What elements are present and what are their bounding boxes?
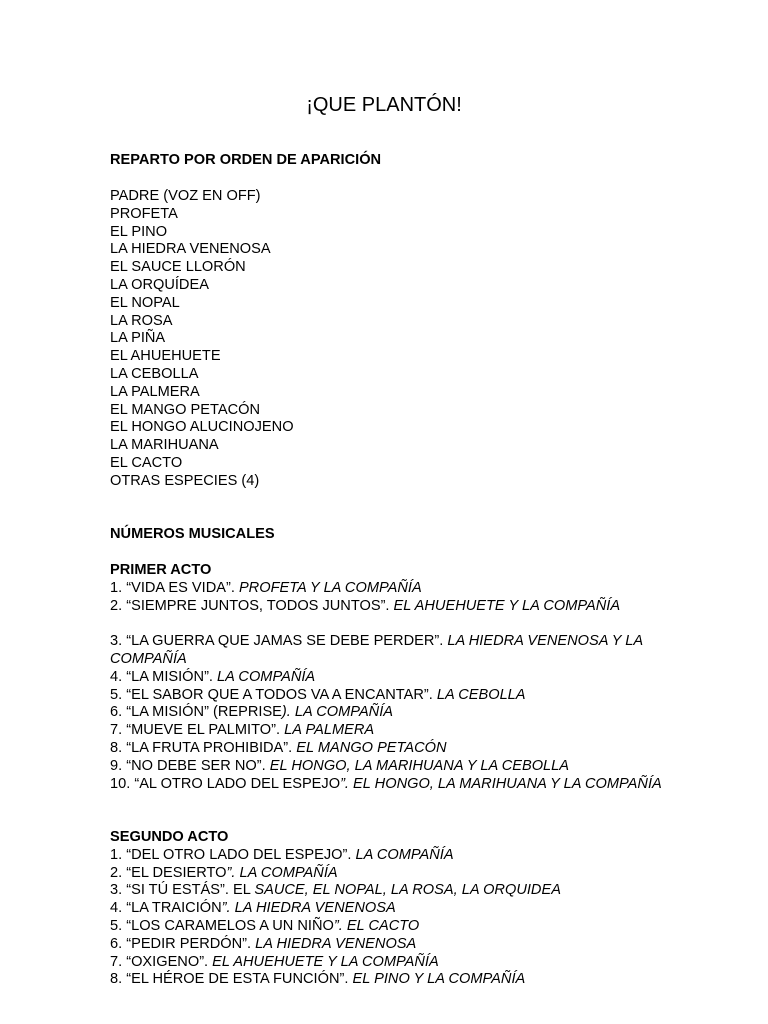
song-title: 1. “VIDA ES VIDA”. [110,579,239,596]
song-title: 4. “LA TRAICIÓN [110,900,222,917]
cast-item: LA PIÑA [110,330,166,347]
song-title: 1. “DEL OTRO LADO DEL ESPEJO”. [110,846,356,863]
cast-item: EL NOPAL [110,294,180,311]
song-title: 6. “PEDIR PERDÓN”. [110,935,256,952]
cast-item: LA ORQUÍDEA [110,276,209,293]
song-item [110,954,670,972]
song-item [110,740,670,758]
cast-item: LA HIEDRA VENENOSA [110,241,271,258]
song-title: 6. “LA MISIÓN” (REPRISE [110,704,282,721]
song-item [110,936,670,954]
song-performers: ). LA COMPAÑÍA [281,704,394,721]
song-performers: EL AHUEHUETE Y LA COMPAÑÍA [393,597,621,614]
song-performers: LA COMPAÑÍA [217,668,316,685]
song-performers: LA HIEDRA VENENOSA [255,935,417,952]
song-performers: EL PINO Y LA COMPAÑÍA [352,971,526,988]
song-item [110,882,670,900]
song-title: 3. “SI TÚ ESTÁS”. EL [110,882,255,899]
song-title: 7. “MUEVE EL PALMITO”. [110,722,285,739]
act-two-heading: SEGUNDO ACTO [110,829,229,845]
song-performers: LA HIEDRA VENENOSA Y LA COMPAÑÍA [110,633,643,667]
act-one-section [110,562,670,793]
song-item [110,847,670,865]
document-title: ¡QUE PLANTÓN! [306,94,462,116]
cast-item: PADRE (VOZ EN OFF) [110,188,261,204]
song-title: 8. “EL HÉROE DE ESTA FUNCIÓN”. [110,971,353,988]
cast-item: PROFETA [110,205,178,222]
song-item [110,687,670,705]
cast-item: EL HONGO ALUCINOJENO [110,419,294,436]
song-item [110,918,670,936]
song-performers: ”. EL CACTO [333,917,420,934]
song-item [110,633,670,669]
cast-heading: REPARTO POR ORDEN DE APARICIÓN [110,152,382,168]
song-item [110,758,670,776]
song-title: 9. “NO DEBE SER NO”. [110,757,270,774]
song-item [110,598,670,616]
song-performers: ”. LA COMPAÑÍA [226,864,338,881]
song-item [110,669,670,687]
cast-item: EL AHUEHUETE [110,348,221,365]
cast-item: LA ROSA [110,312,173,329]
cast-item: LA MARIHUANA [110,437,219,454]
song-title: 3. “LA GUERRA QUE JAMAS SE DEBE PERDER”. [110,633,448,650]
song-performers: LA PALMERA [284,722,375,739]
song-title: 10. “AL OTRO LADO DEL ESPEJO [110,775,341,792]
song-performers: SAUCE, EL NOPAL, LA ROSA, LA ORQUIDEA [254,882,561,899]
song-performers: PROFETA Y LA COMPAÑÍA [238,579,422,596]
song-title: 5. “LOS CARAMELOS A UN NIÑO [110,917,334,934]
cast-item: EL MANGO PETACÓN [110,401,261,418]
song-item [110,704,670,722]
cast-item: EL SAUCE LLORÓN [110,259,246,276]
song-performers: EL AHUEHUETE Y LA COMPAÑÍA [212,953,439,970]
song-performers: ”. LA HIEDRA VENENOSA [221,900,396,917]
song-item [110,722,670,740]
song-item [110,865,670,883]
song-performers: EL MANGO PETACÓN [296,739,447,756]
song-item [110,776,670,794]
song-item [110,580,670,598]
cast-item: LA CEBOLLA [110,365,199,382]
cast-item: EL CACTO [110,454,183,471]
musical-numbers-heading: NÚMEROS MUSICALES [110,526,275,542]
song-title: 2. “EL DESIERTO [110,864,227,881]
song-title: 7. “OXIGENO”. [110,953,213,970]
song-title: 2. “SIEMPRE JUNTOS, TODOS JUNTOS”. [110,597,394,614]
song-performers: EL HONGO, LA MARIHUANA Y LA CEBOLLA [269,757,570,774]
song-title: 4. “LA MISIÓN”. [110,668,218,685]
song-title: 5. “EL SABOR QUE A TODOS VA A ENCANTAR”. [110,686,437,703]
song-title: 8. “LA FRUTA PROHIBIDA”. [110,739,297,756]
song-item [110,900,670,918]
cast-item: EL PINO [110,223,168,240]
song-performers: ”. EL HONGO, LA MARIHUANA Y LA COMPAÑÍA [340,775,662,792]
song-performers: LA CEBOLLA [436,686,526,703]
spacer [110,615,670,633]
song-performers: LA COMPAÑÍA [355,846,454,863]
act-two-section [110,829,670,989]
cast-item: LA PALMERA [110,383,200,400]
song-item [110,971,670,989]
act-one-heading: PRIMER ACTO [110,562,212,578]
cast-list [110,188,670,491]
cast-item: OTRAS ESPECIES (4) [110,472,260,489]
